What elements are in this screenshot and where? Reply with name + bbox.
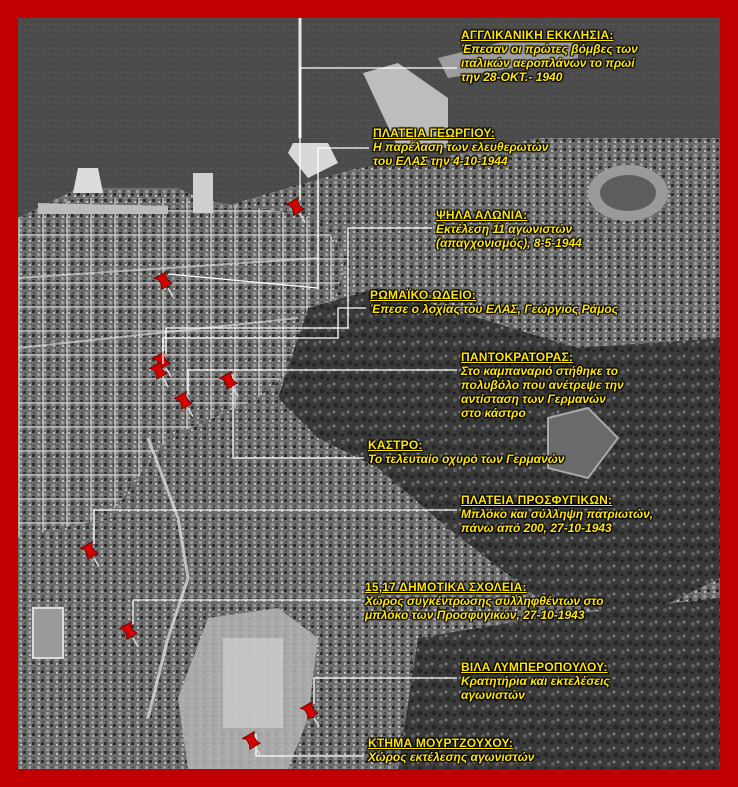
marker-label-kastro bbox=[368, 438, 564, 466]
marker-label-prosfygikon-square bbox=[461, 493, 653, 535]
marker-title: ΡΩΜΑΪΚΟ ΩΔΕΙΟ: bbox=[370, 288, 477, 302]
marker-description-line: πολυβόλο που ανέτρεψε την bbox=[461, 378, 624, 392]
marker-description-line: Το τελευταίο οχυρό των Γερμανών bbox=[368, 452, 565, 466]
marker-label-anglican-church bbox=[461, 28, 638, 84]
marker-description-line: Χώρος εκτέλεσης αγωνιστών bbox=[368, 750, 535, 764]
marker-label-schools-15-17 bbox=[365, 580, 604, 622]
marker-description-line: Μπλόκο και σύλληψη πατριωτών, bbox=[461, 507, 654, 521]
marker-label-roman-odeon bbox=[370, 288, 618, 316]
marker-description-line: στο κάστρο bbox=[461, 406, 526, 420]
marker-title: ΚΑΣΤΡΟ: bbox=[368, 438, 423, 452]
marker-label-pantokratoras bbox=[461, 350, 624, 420]
marker-description-line: πάνω από 200, 27-10-1943 bbox=[461, 521, 612, 535]
marker-description-line: Κρατητήρια και εκτελέσεις bbox=[461, 674, 610, 688]
marker-label-psila-alonia bbox=[436, 208, 582, 250]
marker-description-line: την 28-ΟΚΤ.- 1940 bbox=[461, 70, 563, 84]
marker-title: ΑΓΓΛΙΚΑΝΙΚΗ ΕΚΚΛΗΣΙΑ: bbox=[461, 28, 614, 42]
marker-description-line: αντίσταση των Γερμανών bbox=[461, 392, 606, 406]
marker-description-line: του ΕΛΑΣ την 4-10-1944 bbox=[373, 154, 508, 168]
marker-title: ΚΤΗΜΑ ΜΟΥΡΤΖΟΥΧΟΥ: bbox=[368, 736, 514, 750]
marker-description-line: ιταλικών αεροπλάνων το πρωί bbox=[461, 56, 635, 70]
aerial-map[interactable] bbox=[18, 18, 720, 769]
marker-description-line: (απαγχονισμός), 8-5-1944 bbox=[436, 236, 582, 250]
marker-description-line: μπλόκο των Προσφυγικών, 27-10-1943 bbox=[365, 608, 585, 622]
marker-description-line: Έπεσαν οι πρώτες βόμβες των bbox=[461, 42, 638, 56]
marker-description-line: Η παρέλαση των ελευθερωτών bbox=[373, 140, 549, 154]
marker-title: ΨΗΛΑ ΑΛΩΝΙΑ: bbox=[436, 208, 528, 222]
marker-description-line: αγωνιστών bbox=[461, 688, 525, 702]
marker-label-ktima-mourtzouchou bbox=[368, 736, 534, 764]
marker-description-line: Έπεσε ο λοχίας του ΕΛΑΣ, Γεώργιος Ράμος bbox=[370, 302, 619, 316]
marker-description-line: Χώρος συγκέντρωσης συλληφθέντων στο bbox=[365, 594, 604, 608]
marker-title: ΠΛΑΤΕΙΑ ΠΡΟΣΦΥΓΙΚΩΝ: bbox=[461, 493, 613, 507]
marker-label-georgiou-square bbox=[373, 126, 548, 168]
marker-description-line: Στο καμπαναριό στήθηκε το bbox=[461, 364, 619, 378]
marker-title: ΒΙΛΑ ΛΥΜΠΕΡΟΠΟΥΛΟΥ: bbox=[461, 660, 608, 674]
marker-title: ΠΑΝΤΟΚΡΑΤΟΡΑΣ: bbox=[461, 350, 574, 364]
marker-label-villa-lymperopoulou bbox=[461, 660, 610, 702]
marker-title: ΠΛΑΤΕΙΑ ΓΕΩΡΓΙΟΥ: bbox=[373, 126, 495, 140]
marker-title: 15,17 ΔΗΜΟΤΙΚΑ ΣΧΟΛΕΙΑ: bbox=[365, 580, 527, 594]
marker-description-line: Εκτέλεση 11 αγωνιστών bbox=[436, 222, 573, 236]
